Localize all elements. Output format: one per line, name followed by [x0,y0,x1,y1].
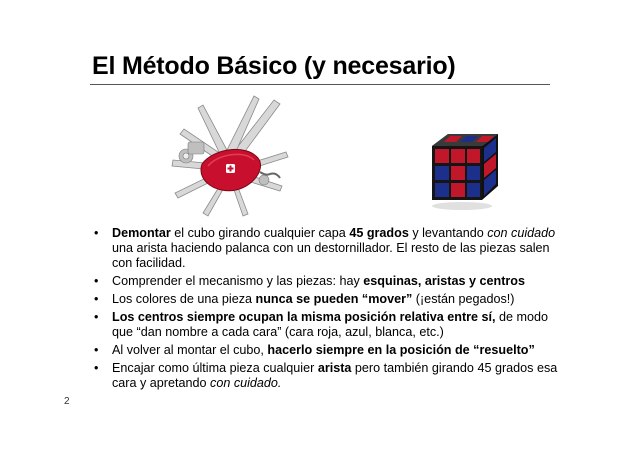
bullet-text: y levantando [408,226,488,240]
bullet-text: con cuidado. [210,376,282,390]
bullet-text: Demontar [112,226,171,240]
bullet-text: hacerlo siempre en la posición de “resuelto” [267,343,535,357]
bullet-item [92,274,572,289]
disassembled-rubiks-cube-image [422,124,504,214]
bullet-text: Encajar como última pieza cualquier [112,361,318,375]
bullet-text: Los centros siempre ocupan la misma posición relativa entre sí, [112,310,496,324]
bullet-text: arista [317,361,352,375]
bullet-text: Los colores de una pieza [112,292,256,306]
bullet-text: una arista haciendo palanca con un destornillador. El resto de las piezas salen con facilidad. [112,241,550,270]
bullet-item [92,361,572,391]
swiss-army-knife-image [162,94,290,220]
bullet-text: 45 grados [349,226,409,240]
bullet-item [92,310,572,340]
bullet-item [92,292,572,307]
bullet-text: de modo que “dan nombre a cada cara” (cara roja, azul, blanca, etc.) [112,310,549,339]
bullet-list [92,226,572,394]
title-divider [90,84,550,85]
bullet-text: pero también girando 45 grados esa cara y apretando [112,361,558,390]
bullet-text: el cubo girando cualquier capa [170,226,350,240]
bullet-text: Comprender el mecanismo y las piezas: hay [112,274,364,288]
bullet-item [92,226,572,271]
bullet-text: nunca se pueden “mover” [255,292,413,306]
slide-title: El Método Básico (y necesario) [92,52,456,80]
bullet-item [92,343,572,358]
page-number: 2 [64,396,70,407]
bullet-text: (¡están pegados!) [412,292,515,306]
bullet-text: Al volver al montar el cubo, [112,343,268,357]
bullet-text: esquinas, aristas y centros [363,274,525,288]
bullet-text: con cuidado [487,226,556,240]
